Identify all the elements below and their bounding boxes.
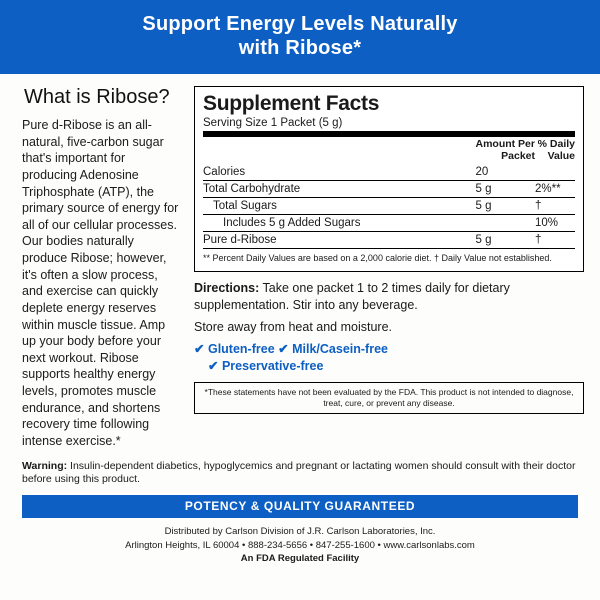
claim-label: Preservative-free: [221, 359, 324, 374]
nutrient-dv: 10%: [535, 215, 575, 232]
header-dv-line1: % Daily: [537, 138, 575, 150]
directions-label: Directions:: [194, 281, 260, 296]
nutrient-dv: †: [535, 198, 575, 215]
supplement-facts-table: [203, 137, 575, 249]
daily-value-footnote: ** Percent Daily Values are based on a 2,000 calorie diet. † Daily Value not established.: [203, 253, 552, 264]
banner-line-1: Support Energy Levels Naturally: [142, 13, 458, 35]
table-header-row: [203, 137, 575, 164]
nutrient-name: Total Sugars: [203, 198, 475, 215]
fda-disclaimer-box: *These statements have not been evaluated by the FDA. This product is not intended to diagnose, treat, cure, or prevent any disease.: [194, 382, 584, 414]
footer-block: [0, 518, 600, 566]
nutrient-amount: 5 g: [475, 198, 535, 215]
directions-body: Take one packet 1 to 2 times daily for dietary supplementation. Stir into any beverage.: [194, 281, 510, 312]
header-dv-line2: Value: [547, 149, 575, 162]
warning-body: Insulin-dependent diabetics, hypoglycemics and pregnant or lactating women should consult with their doctor before using this product.: [22, 459, 576, 486]
claim-label: Gluten-free: [207, 342, 275, 357]
warning-text: [0, 450, 600, 487]
storage-text: Store away from heat and moisture.: [194, 320, 393, 335]
header-banner: [0, 0, 600, 74]
header-amount-line2: Packet: [501, 149, 535, 162]
section-heading-what-is-ribose: What is Ribose?: [24, 86, 170, 108]
table-row: [203, 215, 575, 232]
check-icon: ✔: [194, 342, 205, 357]
header-amount-line1: Amount Per: [475, 138, 535, 150]
check-icon: ✔: [278, 342, 289, 357]
check-icon: ✔: [208, 359, 219, 374]
nutrient-amount: 20: [475, 164, 535, 181]
nutrient-dv: 2%**: [535, 181, 575, 198]
nutrient-name: Pure d-Ribose: [203, 232, 475, 249]
header-blank: [203, 137, 475, 164]
directions-text: [194, 280, 584, 313]
nutrient-amount: 5 g: [475, 232, 535, 249]
content-columns: [0, 74, 600, 450]
header-daily-value: [535, 137, 575, 164]
nutrient-name: Includes 5 g Added Sugars: [203, 215, 475, 232]
nutrient-amount: 5 g: [475, 181, 535, 198]
right-column: [190, 86, 584, 450]
header-amount-per-packet: [475, 137, 535, 164]
what-is-ribose-body: Pure d-Ribose is an all-natural, five-carbon sugar that's important for producing Adenosine Triphosphate (ATP), the primary source of energy for all of our cellular processes. Our bodies naturally produce Ribose; however, it's often a slow process, and exercise can quickly deplete energy reserves within muscle tissue. Amp up your body before your next workout. Ribose supports healthy energy levels, promotes muscle endurance, and shortens recovery time following intense exercise.*: [22, 118, 179, 448]
guarantee-banner: POTENCY & QUALITY GUARANTEED: [22, 495, 578, 518]
claim-label: Milk/Casein-free: [292, 342, 388, 357]
warning-label: Warning:: [22, 459, 68, 472]
nutrient-amount: [475, 215, 535, 232]
claims-list: [194, 341, 584, 375]
nutrient-dv: [535, 164, 575, 181]
table-row: [203, 164, 575, 181]
supplement-facts-title: Supplement Facts: [203, 92, 380, 115]
claims-row-1: [194, 341, 584, 358]
table-row: [203, 232, 575, 249]
nutrient-name: Total Carbohydrate: [203, 181, 475, 198]
footer-line-1: Distributed by Carlson Division of J.R. Carlson Laboratories, Inc.: [164, 525, 436, 537]
nutrient-name: Calories: [203, 164, 475, 181]
serving-size: Serving Size 1 Packet (5 g): [203, 117, 343, 129]
footer-line-3: An FDA Regulated Facility: [240, 553, 360, 565]
banner-line-2: with Ribose*: [238, 37, 362, 59]
claims-row-2: [194, 358, 584, 375]
table-row: [203, 181, 575, 198]
footer-line-2: Arlington Heights, IL 60004 • 888-234-5656 • 847-255-1600 • www.carlsonlabs.com: [125, 539, 475, 551]
nutrient-dv: †: [535, 232, 575, 249]
supplement-facts-panel: [194, 86, 584, 272]
left-column: [22, 86, 190, 450]
table-row: [203, 198, 575, 215]
